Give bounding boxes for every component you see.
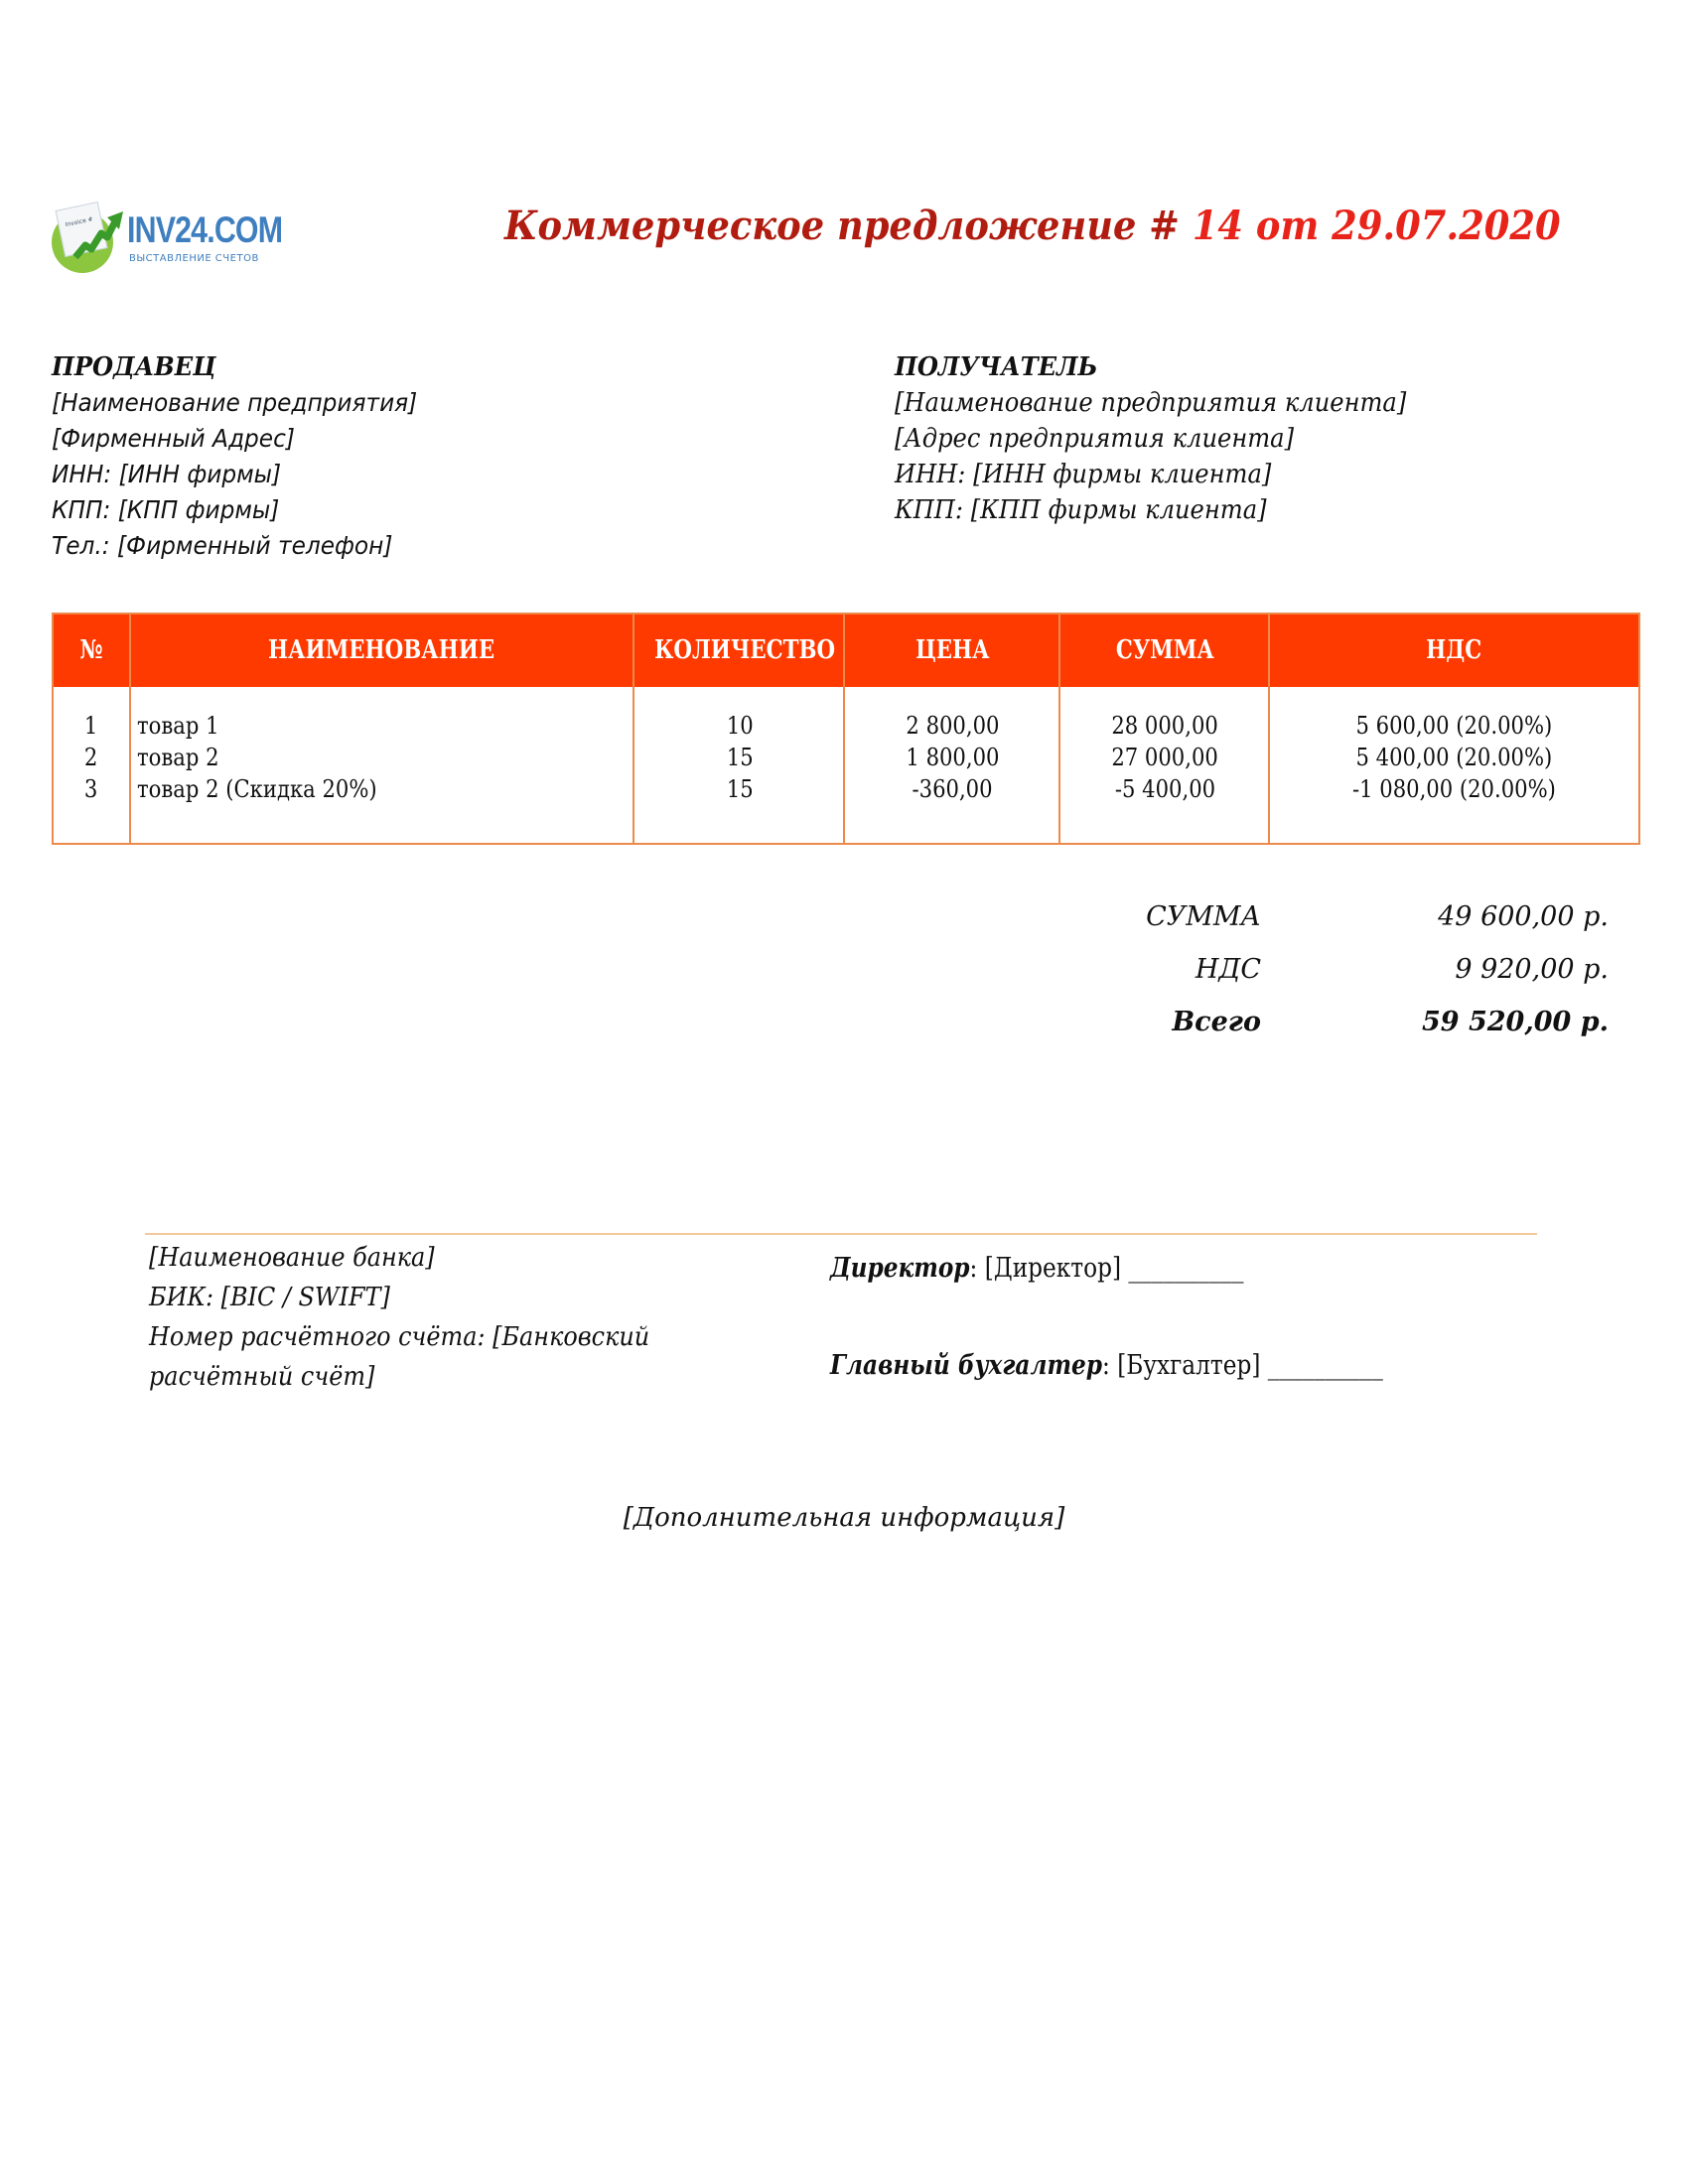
row-number: 1 bbox=[84, 712, 98, 740]
total-vat-value: 9 920,00 р. bbox=[1455, 954, 1609, 985]
col-header-quantity: КОЛИЧЕСТВО bbox=[653, 635, 836, 665]
row-vat: -1 080,00 (20.00%) bbox=[1352, 775, 1556, 803]
seller-inn: ИНН: [ИНН фирмы] bbox=[52, 460, 282, 488]
title-number-date: 14 от 29.07.2020 bbox=[1192, 203, 1561, 249]
bank-account: Номер расчётного счёта: [Банковский bbox=[149, 1322, 650, 1352]
row-sum: 28 000,00 bbox=[1111, 712, 1219, 740]
receiver-inn: ИНН: [ИНН фирмы клиента] bbox=[895, 460, 1272, 489]
receiver-company-name: [Наименование предприятия клиента] bbox=[895, 388, 1407, 418]
row-quantity: 10 bbox=[726, 712, 754, 740]
total-sum-label: СУММА bbox=[1146, 901, 1261, 932]
row-price: 2 800,00 bbox=[906, 712, 1000, 740]
seller-company-name: [Наименование предприятия] bbox=[52, 388, 418, 417]
row-sum: -5 400,00 bbox=[1114, 775, 1216, 803]
col-header-price: ЦЕНА bbox=[915, 635, 990, 665]
bank-account-cont: расчётный счёт] bbox=[149, 1362, 375, 1392]
row-name: товар 2 bbox=[137, 744, 219, 771]
director-role: Директор bbox=[830, 1253, 970, 1284]
col-header-number: № bbox=[79, 635, 103, 665]
logo-paper-text: Invoice # bbox=[65, 215, 94, 229]
receiver-block bbox=[895, 349, 1406, 528]
additional-info: [Дополнительная информация] bbox=[623, 1503, 1065, 1533]
company-logo bbox=[52, 204, 283, 273]
director-signature bbox=[830, 1253, 1244, 1284]
accountant-role: Главный бухгалтер bbox=[830, 1350, 1103, 1381]
bank-details bbox=[149, 1238, 649, 1397]
grand-total-value: 59 520,00 р. bbox=[1422, 1007, 1609, 1037]
seller-block bbox=[52, 349, 417, 564]
title-text: Коммерческое предложение # bbox=[504, 203, 1193, 249]
logo-brand: INV24.COM bbox=[127, 209, 283, 250]
col-divider bbox=[129, 614, 131, 843]
receiver-address: [Адрес предприятия клиента] bbox=[895, 424, 1295, 454]
items-table bbox=[52, 613, 1640, 845]
total-vat-label: НДС bbox=[1195, 954, 1261, 985]
row-number: 2 bbox=[84, 744, 98, 771]
logo-growth-arrow-icon bbox=[71, 207, 127, 263]
col-header-name: НАИМЕНОВАНИЕ bbox=[268, 635, 495, 665]
col-header-vat: НДС bbox=[1426, 635, 1482, 665]
row-price: -360,00 bbox=[912, 775, 994, 803]
seller-address: [Фирменный Адрес] bbox=[52, 424, 295, 453]
row-sum: 27 000,00 bbox=[1111, 744, 1219, 771]
receiver-heading: ПОЛУЧАТЕЛЬ bbox=[895, 352, 1098, 382]
logo-tagline: ВЫСТАВЛЕНИЕ СЧЕТОВ bbox=[129, 253, 259, 264]
footer-divider bbox=[145, 1233, 1537, 1235]
row-name: товар 1 bbox=[137, 712, 219, 740]
document-title bbox=[504, 203, 1561, 249]
receiver-kpp: КПП: [КПП фирмы клиента] bbox=[895, 495, 1267, 525]
row-vat: 5 600,00 (20.00%) bbox=[1355, 712, 1553, 740]
seller-heading: ПРОДАВЕЦ bbox=[52, 352, 216, 382]
row-number: 3 bbox=[84, 775, 98, 803]
accountant-name: : [Бухгалтер] __________ bbox=[1102, 1350, 1383, 1381]
director-name: : [Директор] __________ bbox=[969, 1253, 1244, 1284]
table-header bbox=[54, 614, 1638, 687]
grand-total-label: Всего bbox=[1172, 1007, 1261, 1037]
col-header-sum: СУММА bbox=[1116, 635, 1214, 665]
row-name: товар 2 (Скидка 20%) bbox=[137, 775, 377, 803]
total-sum-value: 49 600,00 р. bbox=[1438, 901, 1609, 932]
row-quantity: 15 bbox=[726, 775, 754, 803]
bank-name: [Наименование банка] bbox=[149, 1243, 435, 1273]
accountant-signature bbox=[830, 1350, 1383, 1381]
row-vat: 5 400,00 (20.00%) bbox=[1355, 744, 1553, 771]
seller-kpp: КПП: [КПП фирмы] bbox=[52, 495, 280, 524]
bank-bic: БИК: [BIC / SWIFT] bbox=[149, 1283, 390, 1312]
row-price: 1 800,00 bbox=[906, 744, 1000, 771]
row-quantity: 15 bbox=[726, 744, 754, 771]
seller-phone: Тел.: [Фирменный телефон] bbox=[52, 531, 393, 560]
